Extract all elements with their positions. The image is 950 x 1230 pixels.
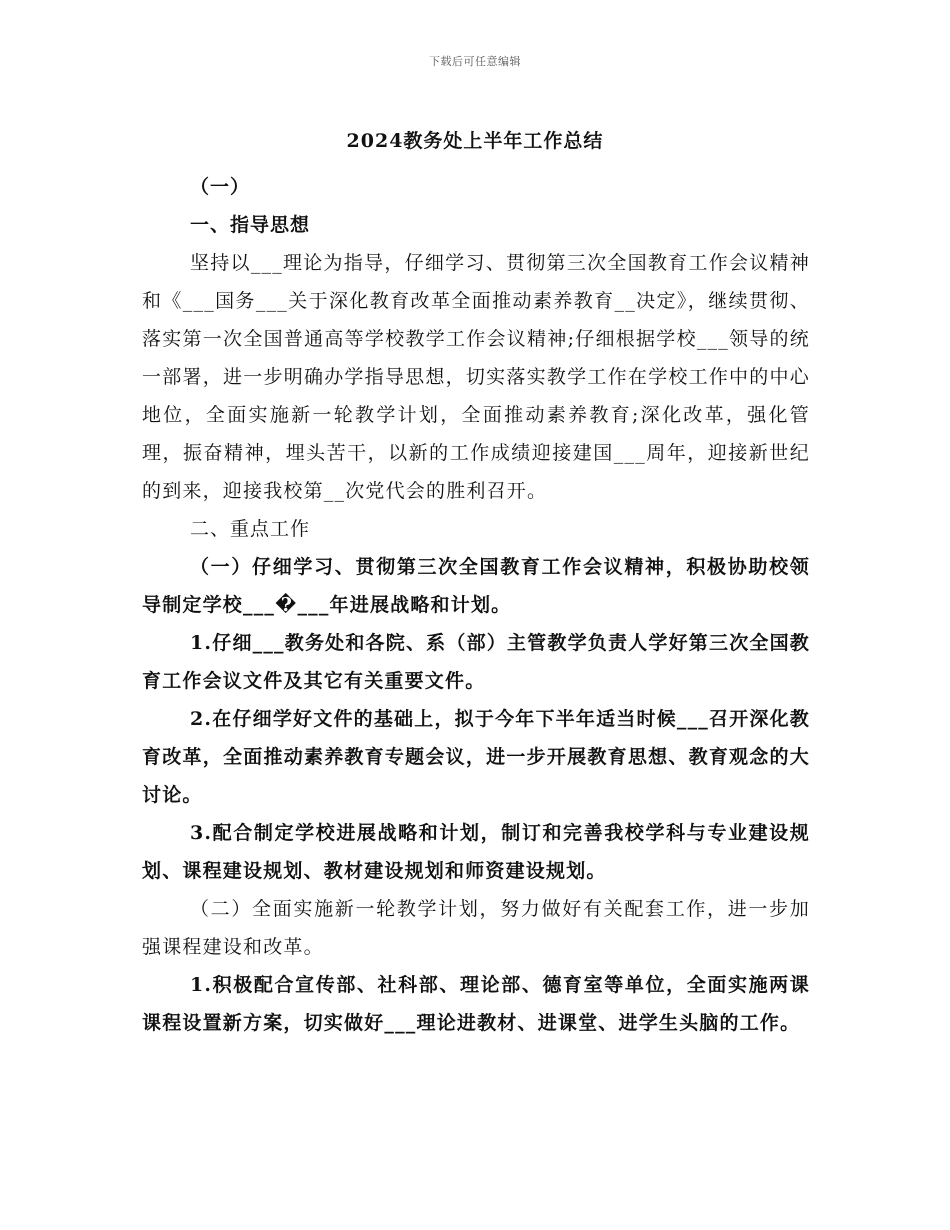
paragraph-key-work-1: （一）仔细学习、贯彻第三次全国教育工作会议精神，积极协助校领导制定学校___�___年进展战略和计划。 <box>142 556 810 616</box>
paragraph-key-work-1-2: 2.在仔细学好文件的基础上，拟于今年下半年适当时候___召开深化教育改革，全面推动素养教育专题会议，进一步开展教育思想、教育观念的大讨论。 <box>142 708 810 806</box>
document-body <box>142 168 810 1042</box>
paragraph-key-work-1-3: 3.配合制定学校进展战略和计划，制订和完善我校学科与专业建设规划、课程建设规划、教材建设规划和师资建设规划。 <box>142 822 810 882</box>
heading-key-work: 二、重点工作 <box>190 518 311 540</box>
paragraph-key-work-2-1: 1.积极配合宣传部、社科部、理论部、德育室等单位，全面实施两课课程设置新方案，切实做好___理论进教材、进课堂、进学生头脑的工作。 <box>142 974 810 1034</box>
paragraph-key-work-1-1: 1.仔细___教务处和各院、系（部）主管教学负责人学好第三次全国教育工作会议文件及其它有关重要文件。 <box>142 632 810 692</box>
paragraph-guiding-ideology: 坚持以___理论为指导，仔细学习、贯彻第三次全国教育工作会议精神和《___国务___关于深化教育改革全面推动素养教育__决定》，继续贯彻、落实第一次全国普通高等学校教学工作会议精神;仔细根据学校___领导的统一部署，进一步明确办学指导思想，切实落实教学工作在学校工作中的中心地位，全面实施新一轮教学计划，全面推动素养教育;深化改革，强化管理，振奋精神，埋头苦干，以新的工作成绩迎接建国___周年，迎接新世纪的到来，迎接我校第__次党代会的胜利召开。 <box>142 252 810 502</box>
paragraph-key-work-2: （二）全面实施新一轮教学计划，努力做好有关配套工作，进一步加强课程建设和改革。 <box>142 898 810 958</box>
part-label: （一） <box>190 176 251 198</box>
header-note: 下载后可任意编辑 <box>429 55 521 68</box>
document-title: 2024教务处上半年工作总结 <box>346 130 604 152</box>
heading-guiding-ideology: 一、指导思想 <box>190 214 311 236</box>
